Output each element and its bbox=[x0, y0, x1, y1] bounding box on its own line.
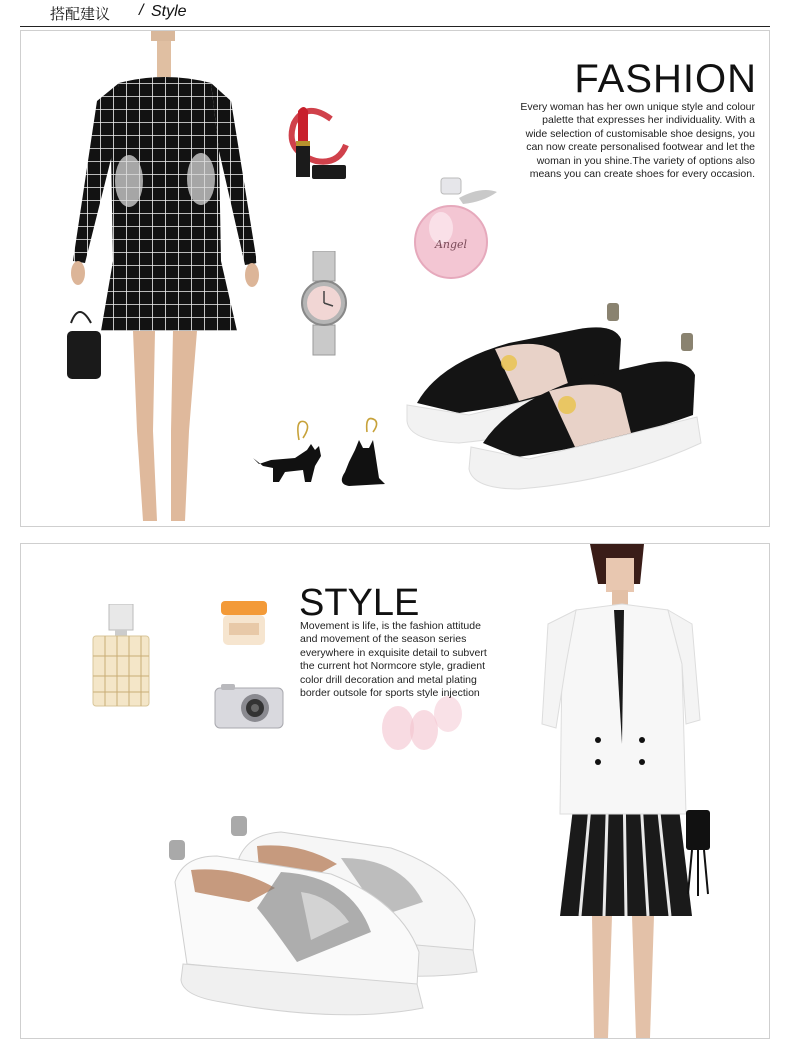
grid-dress-model-image bbox=[61, 31, 281, 526]
style-description: Movement is life, is the fashion attitude and movement of the season series everywhere in exquisite detail to subvert the current hot Normcore style, gradient color drill decoration and metal plating border outsole for sports style injection bbox=[300, 620, 487, 700]
black-floral-shoes-image bbox=[399, 293, 704, 493]
section-title-cn: 搭配建议 bbox=[50, 5, 111, 23]
compact-camera-icon bbox=[213, 682, 285, 730]
style-title: STYLE bbox=[299, 582, 420, 624]
white-floral-shoes-image bbox=[161, 812, 501, 1027]
wristwatch-icon bbox=[299, 251, 349, 356]
section-title-en: Style bbox=[151, 3, 187, 20]
lipstick-icon bbox=[276, 101, 356, 186]
perfume-bottle-icon bbox=[411, 176, 501, 281]
fashion-title: FASHION bbox=[574, 57, 757, 101]
fashion-panel bbox=[20, 30, 770, 527]
style-panel bbox=[20, 543, 770, 1039]
square-perfume-bottle-icon bbox=[91, 604, 151, 709]
flower-decoration-icon bbox=[376, 694, 466, 754]
cream-jar-icon bbox=[219, 599, 269, 649]
fashion-description: Every woman has her own unique style and colour palette that expresses her individuality. With a wide selection of customisable shoe designs, you can now create personalised footwear and let the woman in you shine.The variety of options also means you can create shoes for every occasion. bbox=[520, 101, 755, 181]
section-header bbox=[20, 0, 770, 27]
white-blazer-model-image bbox=[536, 544, 736, 1038]
perfume-label: Angel bbox=[434, 238, 468, 251]
section-title-separator: / bbox=[139, 2, 144, 19]
cat-earrings-icon bbox=[249, 416, 399, 491]
